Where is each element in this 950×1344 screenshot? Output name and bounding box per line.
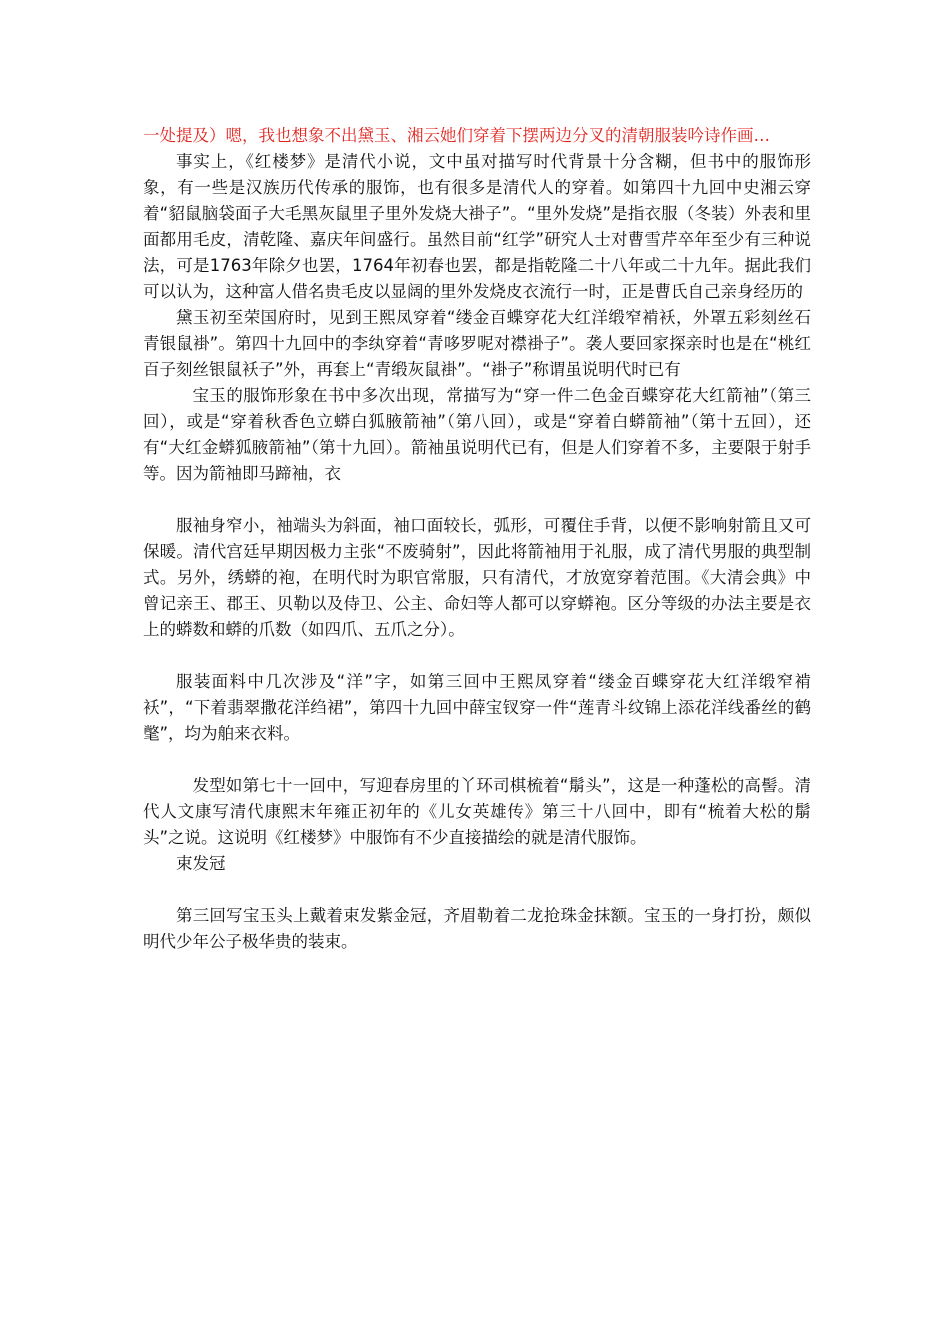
highlighted-paragraph: 一处提及）嗯，我也想象不出黛玉、湘云她们穿着下摆两边分叉的清朝服装吟诗作画… — [143, 126, 770, 145]
paragraph-gap — [143, 747, 811, 773]
paragraph: 服装面料中几次涉及“洋”字，如第三回中王熙凤穿着“缕金百蝶穿花大红洋缎窄褃袄”，“下着翡翠撒花洋绉裙”，第四十九回中薛宝钗穿一件“莲青斗纹锦上添花洋线番丝的鹤氅”，均为舶来衣料。 — [143, 672, 811, 743]
paragraph: 事实上，《红楼梦》是清代小说，文中虽对描写时代背景十分含糊，但书中的服饰形象，有一些是汉族历代传承的服饰，也有很多是清代人的穿着。如第四十九回中史湘云穿着“貂鼠脑袋面子大毛黑灰鼠里子里外发烧大褂子”。“里外发烧”是指衣服（冬装）外表和里面都用毛皮，清乾隆、嘉庆年间盛行。虽然目前“红学”研究人士对曹雪芹卒年至少有三种说法，可是1763年除夕也罢，1764年初春也罢，都是指乾隆二十八年或二十九年。据此我们可以认为，这种富人借名贵毛皮以显阔的里外发烧皮衣流行一时，正是曹氏自己亲身经历的 — [143, 152, 811, 301]
document-body — [143, 123, 811, 955]
paragraph: 黛玉初至荣国府时，见到王熙凤穿着“缕金百蝶穿花大红洋缎窄褃袄，外罩五彩刻丝石青银鼠褂”。第四十九回中的李纨穿着“青哆罗呢对襟褂子”。袭人要回家探亲时也是在“桃红百子刻丝银鼠袄子”外，再套上“青缎灰鼠褂”。“褂子”称谓虽说明代时已有 — [143, 308, 811, 379]
paragraph: 发型如第七十一回中，写迎春房里的丫环司棋梳着“鬅头”，这是一种蓬松的高髻。清代人文康写清代康熙末年雍正初年的《儿女英雄传》第三十八回中，即有“梳着大松的鬅头”之说。这说明《红楼梦》中服饰有不少直接描绘的就是清代服饰。 — [143, 776, 811, 847]
paragraph-gap — [143, 643, 811, 669]
paragraph: 宝玉的服饰形象在书中多次出现，常描写为“穿一件二色金百蝶穿花大红箭袖”（第三回），或是“穿着秋香色立蟒白狐腋箭袖”（第八回），或是“穿着白蟒箭袖”（第十五回），还有“大红金蟒狐腋箭袖”（第十九回）。箭袖虽说明代已有，但是人们穿着不多，主要限于射手等。因为箭袖即马蹄袖，衣 — [143, 386, 811, 483]
paragraph: 服袖身窄小，袖端头为斜面，袖口面较长，弧形，可覆住手背，以便不影响射箭且又可保暖。清代宫廷早期因极力主张“不废骑射”，因此将箭袖用于礼服，成了清代男服的典型制式。另外，绣蟒的袍，在明代时为职官常服，只有清代，才放宽穿着范围。《大清会典》中曾记亲王、郡王、贝勒以及侍卫、公主、命妇等人都可以穿蟒袍。区分等级的办法主要是衣上的蟒数和蟒的爪数（如四爪、五爪之分）。 — [143, 516, 811, 639]
paragraph-gap — [143, 877, 811, 903]
paragraph-gap — [143, 487, 811, 513]
section-heading: 束发冠 — [176, 854, 226, 873]
paragraph: 第三回写宝玉头上戴着束发紫金冠，齐眉勒着二龙抢珠金抹额。宝玉的一身打扮，颇似明代少年公子极华贵的装束。 — [143, 906, 811, 951]
